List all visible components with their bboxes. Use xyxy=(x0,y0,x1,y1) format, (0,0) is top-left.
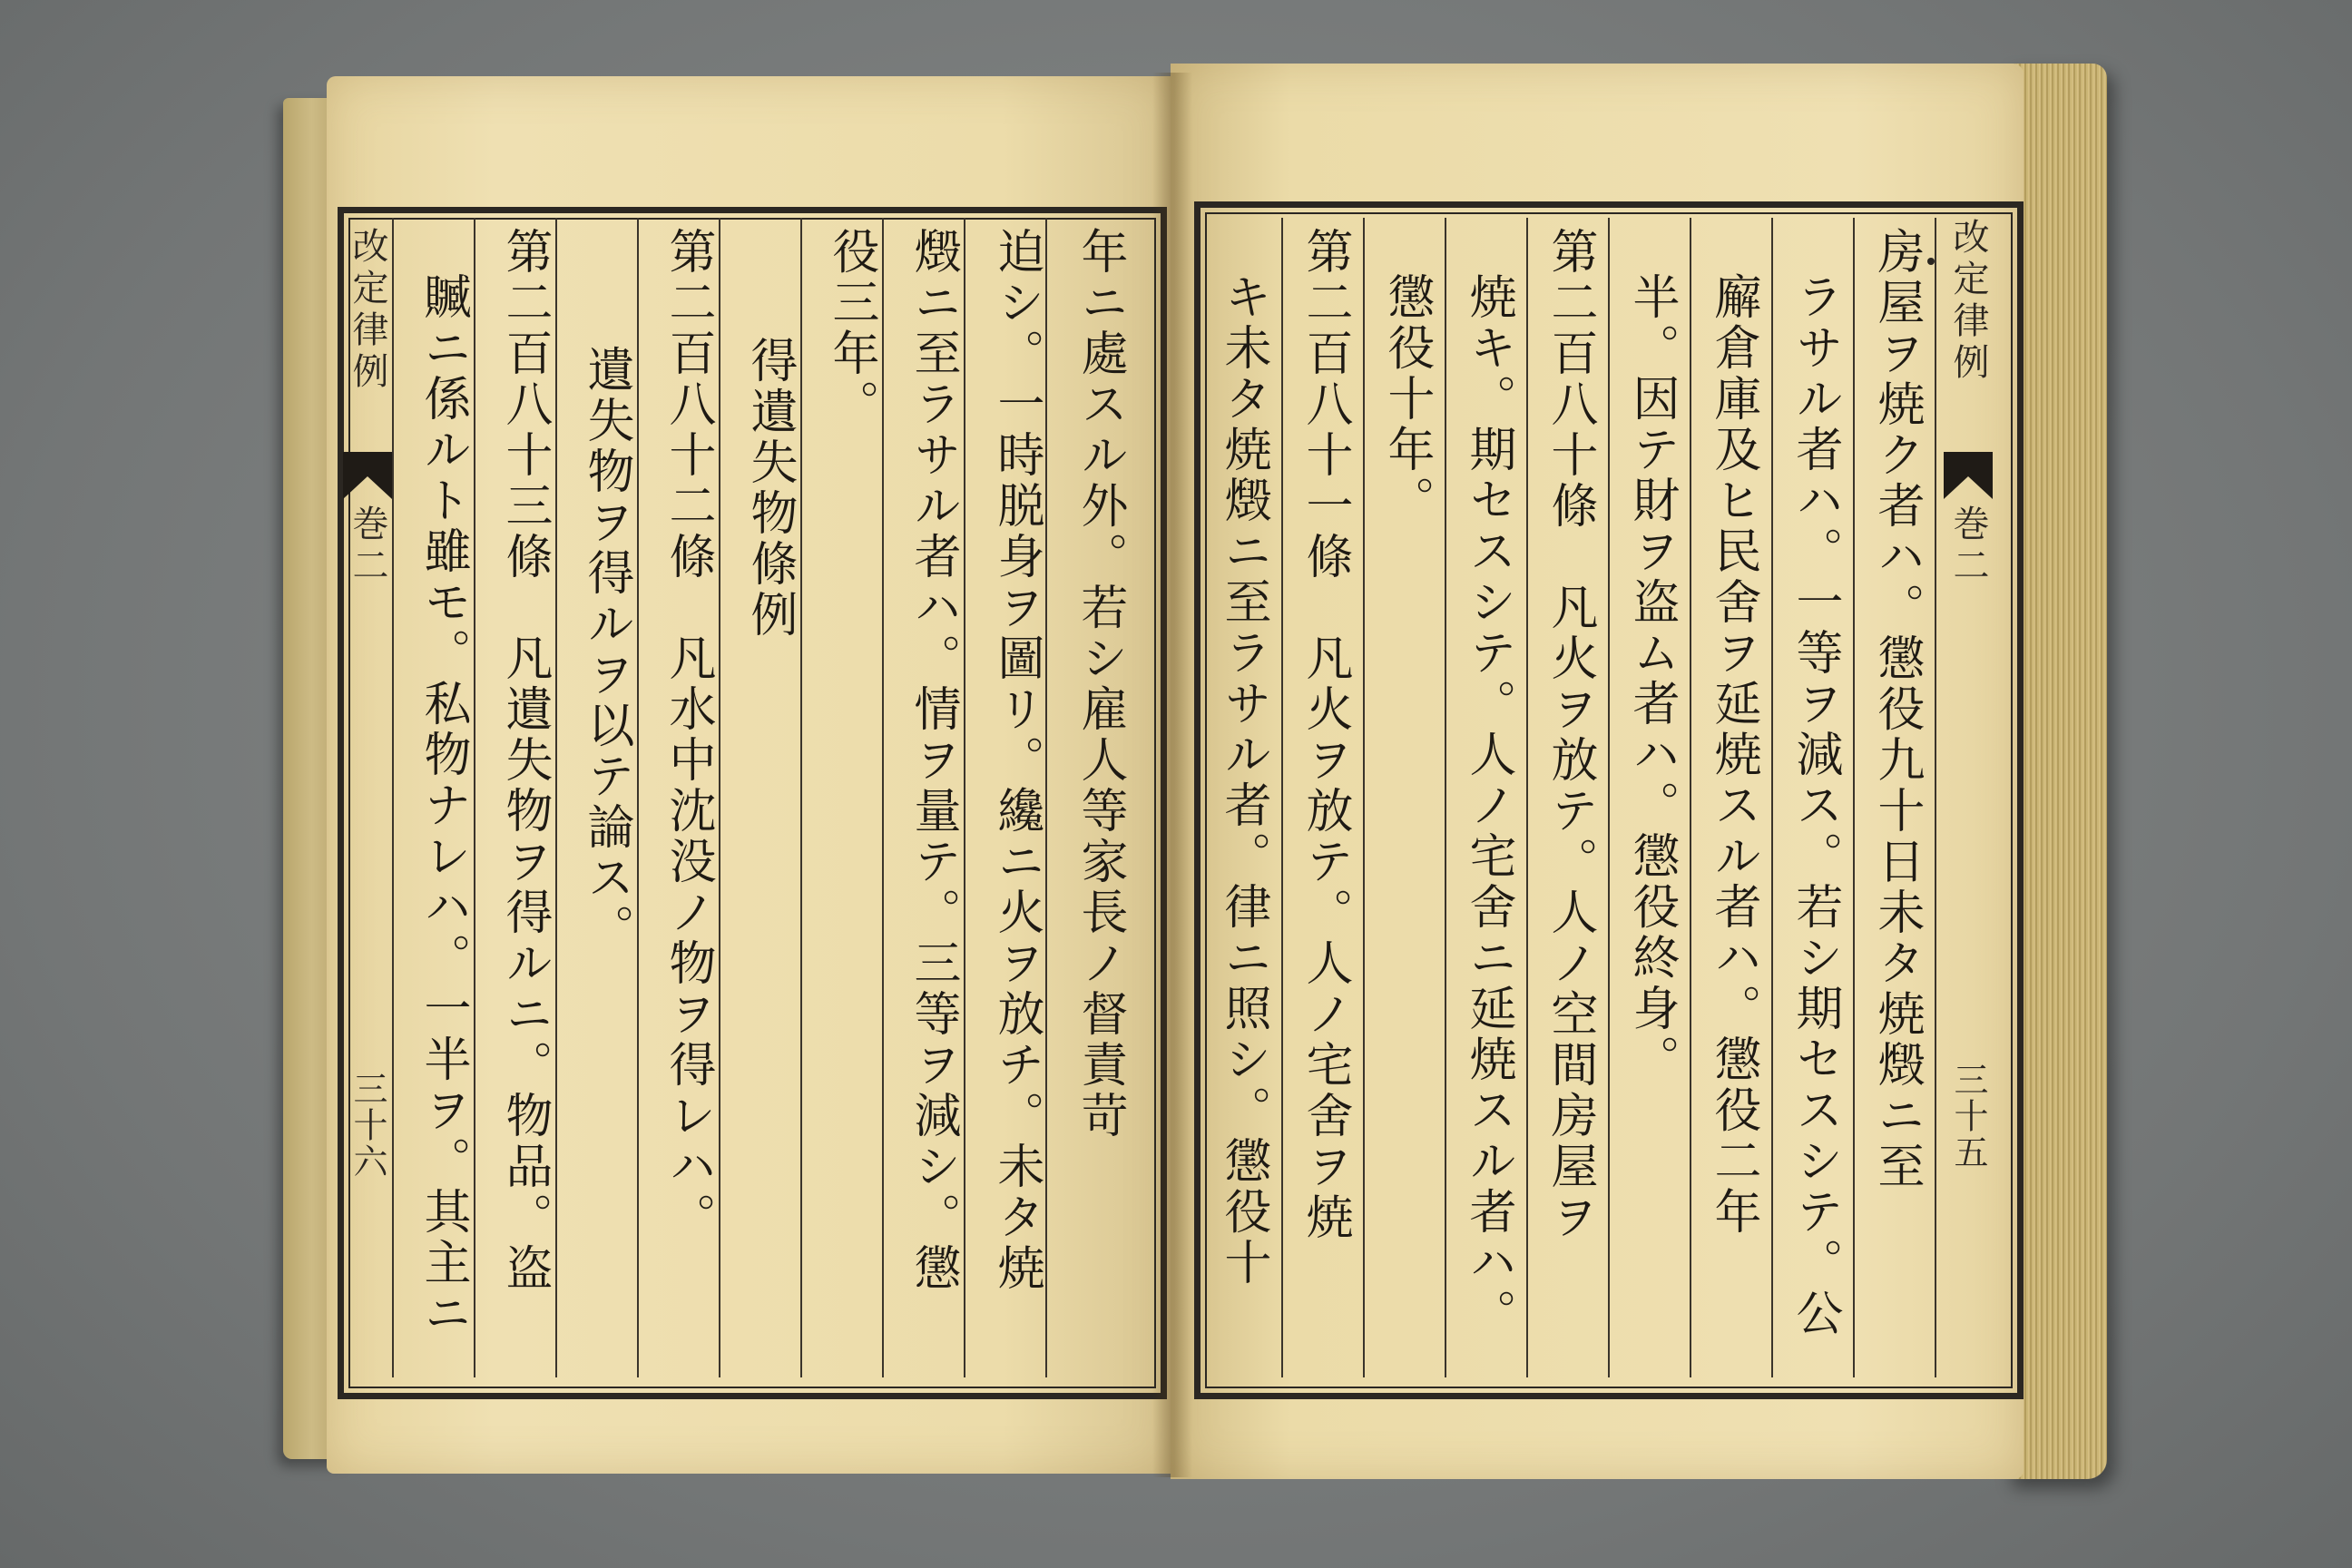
right-column-4: 半。因テ財ヲ盗ム者ハ。懲役終身。 xyxy=(1624,272,1679,1085)
right-leaf-number: 三十五 xyxy=(1948,1062,1988,1171)
left-column-7: 遺失物ヲ得ルヲ以テ論ス。 xyxy=(579,345,633,955)
left-hanshin-title: 改定律例 xyxy=(347,227,388,394)
right-column-7: 懲役十年。 xyxy=(1379,272,1434,526)
right-column-2: ラサル者ハ。一等ヲ減ス。若シ期セスシテ。公 xyxy=(1788,272,1842,1339)
right-hanshin-title: 改定律例 xyxy=(1947,218,1989,385)
left-column-1: 年ニ處スル外。若シ雇人等家長ノ督責苛 xyxy=(1073,227,1127,1142)
left-column-3: 燬ニ至ラサル者ハ。情ヲ量テ。三等ヲ減シ。懲 xyxy=(906,227,960,1294)
left-column-8: 第二百八十三條 凡遺失物ヲ得ルニ。物品。盗 xyxy=(497,227,552,1294)
right-column-8: 第二百八十一條 凡火ヲ放テ。人ノ宅舍ヲ焼 xyxy=(1298,227,1352,1243)
left-column-2: 迫シ。一時脱身ヲ圖リ。纔ニ火ヲ放チ。未タ焼 xyxy=(989,227,1044,1294)
hanshin-dot xyxy=(1927,258,1935,265)
left-column-5-heading: 得遺失物條例 xyxy=(742,336,797,641)
left-leaf-number: 三十六 xyxy=(348,1071,387,1180)
left-hanshin-volume: 巻二 xyxy=(347,505,388,588)
left-hanshin-rule xyxy=(392,218,394,1377)
right-column-6: 焼キ。期セスシテ。人ノ宅舍ニ延焼スル者ハ。 xyxy=(1461,272,1515,1339)
right-column-1: 房屋ヲ焼ク者ハ。懲役九十日未タ焼燬ニ至 xyxy=(1869,227,1924,1192)
right-column-5: 第二百八十條 凡火ヲ放テ。人ノ空間房屋ヲ xyxy=(1543,227,1597,1243)
right-hanshin-volume: 巻二 xyxy=(1947,505,1989,588)
left-column-4: 役三年。 xyxy=(824,227,878,430)
right-column-3: 廨倉庫及ヒ民舍ヲ延焼スル者ハ。懲役二年 xyxy=(1706,272,1760,1238)
left-column-9: 贓ニ係ルト雖モ。私物ナレハ。一半ヲ。其主ニ xyxy=(416,272,470,1339)
right-column-9: キ未タ焼燬ニ至ラサル者。律ニ照シ。懲役十 xyxy=(1216,272,1270,1289)
left-column-6: 第二百八十二條 凡水中沈没ノ物ヲ得レハ。 xyxy=(661,227,715,1243)
